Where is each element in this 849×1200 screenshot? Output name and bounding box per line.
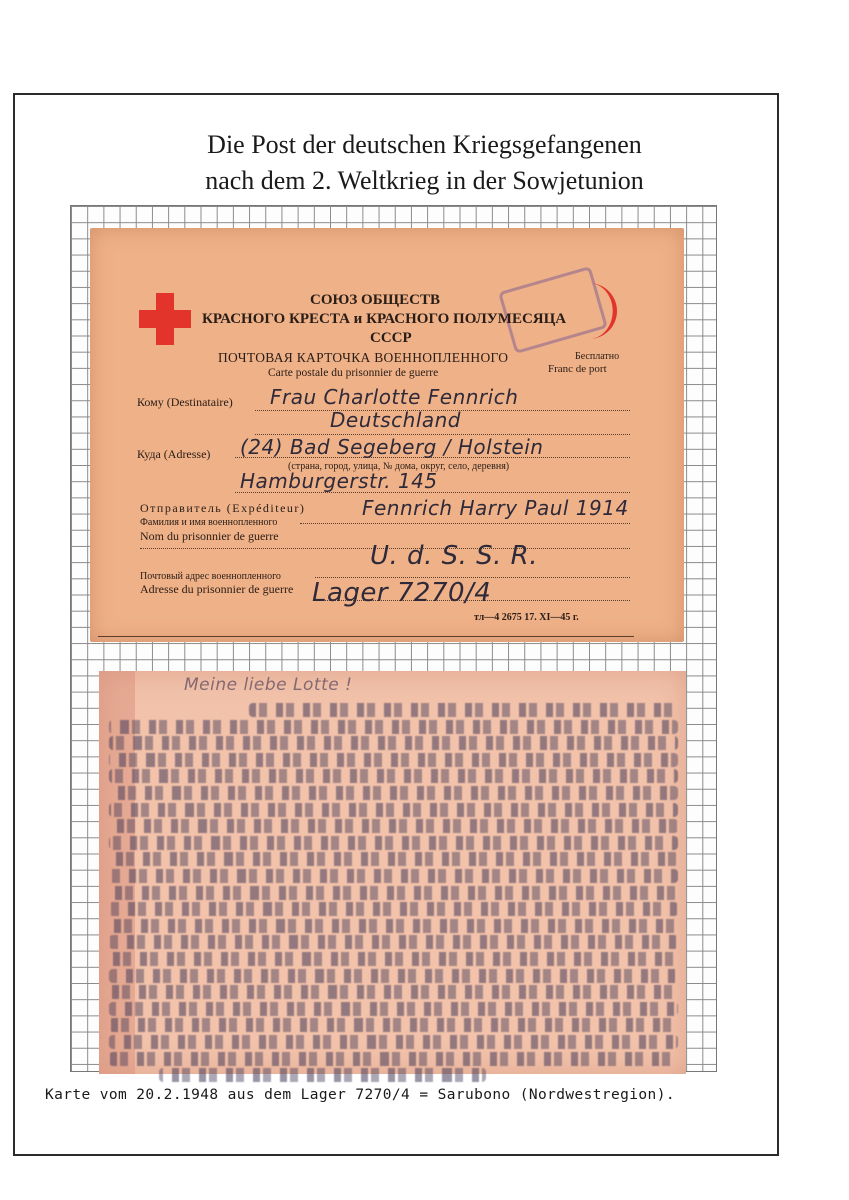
address-street: Hamburgerstr. 145 <box>240 469 438 493</box>
sender-name: Fennrich Harry Paul 1914 <box>362 496 629 520</box>
handwritten-line <box>109 819 678 833</box>
handwritten-line <box>109 886 678 900</box>
postal-label-ru: Почтовый адрес военнопленного <box>140 571 281 582</box>
handwritten-line <box>109 869 678 883</box>
free-postage-ru: Бесплатно <box>575 351 620 362</box>
handwritten-line <box>249 703 678 717</box>
handwritten-line <box>109 1052 678 1066</box>
recipient-label: Кому (Destinataire) <box>137 395 233 409</box>
handwritten-line <box>109 852 678 866</box>
handwritten-line <box>109 786 678 800</box>
page-caption: Karte vom 20.2.1948 aus dem Lager 7270/4 = Sarubono (Nordwestregion). <box>45 1087 675 1103</box>
postcard-subtitle: Carte postale du prisonnier de guerre <box>268 367 439 379</box>
postal-label-fr: Adresse du prisonnier de guerre <box>140 582 294 596</box>
address-label: Куда (Adresse) <box>137 447 211 461</box>
handwritten-line <box>109 769 678 783</box>
handwritten-line <box>109 935 678 949</box>
handwritten-line <box>109 1002 678 1016</box>
recipient-name: Frau Charlotte Fennrich <box>270 385 519 409</box>
printer-imprint: тл—4 2675 17. XI—45 г. <box>474 612 579 623</box>
card-bottom-rule <box>98 636 634 637</box>
handwritten-line <box>109 902 678 916</box>
page-title-line-2: nach dem 2. Weltkrieg in der Sowjetunion <box>205 166 644 195</box>
postal-camp: Lager 7270/4 <box>312 578 492 608</box>
red-crescent-icon <box>575 279 625 343</box>
sender-label: Отправитель (Expéditeur) <box>140 501 306 515</box>
page-title-line-1: Die Post der deutschen Kriegsgefangenen <box>207 130 642 159</box>
postal-value: U. d. S. S. R. <box>370 541 538 571</box>
handwritten-line <box>109 753 678 767</box>
handwritten-line <box>109 969 678 983</box>
card-header-line-1: СОЮЗ ОБЩЕСТВ <box>310 292 440 308</box>
address-value: (24) Bad Segeberg / Holstein <box>240 435 544 459</box>
card-header-line-2: КРАСНОГО КРЕСТА и КРАСНОГО ПОЛУМЕСЯЦА <box>202 311 567 327</box>
postcard-title: ПОЧТОВАЯ КАРТОЧКА ВОЕННОПЛЕННОГО <box>218 350 509 365</box>
card-header-line-3: СССР <box>370 330 412 346</box>
postcard-back-letter <box>99 671 686 1074</box>
postcard-front <box>90 228 684 642</box>
handwritten-line <box>109 803 678 817</box>
letter-greeting: Meine liebe Lotte ! <box>184 675 353 695</box>
handwritten-line <box>109 736 678 750</box>
handwritten-line <box>109 985 678 999</box>
handwritten-line <box>109 1018 678 1032</box>
handwritten-line <box>109 836 678 850</box>
sender-label-fr: Nom du prisonnier de guerre <box>140 529 279 543</box>
red-cross-icon <box>137 291 193 347</box>
handwritten-line <box>109 919 678 933</box>
address-hint: (страна, город, улица, № дома, округ, село, деревня) <box>288 461 510 472</box>
sender-label-ru: Фамилия и имя военнопленного <box>140 517 278 528</box>
sender-line <box>300 523 630 524</box>
handwritten-line <box>109 952 678 966</box>
recipient-country: Deutschland <box>330 408 461 432</box>
handwritten-line <box>159 1068 486 1082</box>
handwritten-line <box>109 720 678 734</box>
free-postage-fr: Franc de port <box>548 363 607 375</box>
handwritten-line <box>109 1035 678 1049</box>
